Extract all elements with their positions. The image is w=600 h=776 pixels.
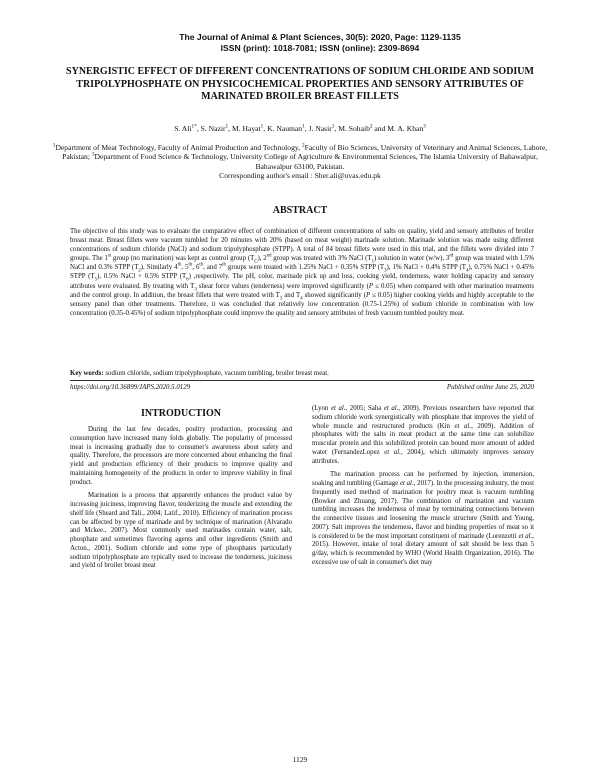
paragraph: Marination is a process that apparently enhances the product value by increasing juiciness, improving flavor, tenderizing the muscle and extending the shelf life (Sheard and Tali., 2004; Latif., 2010). Efficiency of marination process can be affected by type of marinade and by technique of marination (Alvarado and Mckee., 2007). Most commonly used marinades contain water, salt, phosphate and sometimes flavoring agents and other ingredients (Smith and Acton., 2001). Sodium chloride and some type of phosphates particularly sodium tripolyphosphate are typically used to increase the tenderness, juiciness and yield of broiler breast meat <box>70 492 292 570</box>
abstract-heading: ABSTRACT <box>272 205 328 216</box>
author: S. Nazir$^1$ <box>200 123 229 133</box>
keywords: Key words: sodium chloride, sodium tripolyphosphate, vacuum tumbling, broiler breast meat. <box>70 370 329 377</box>
keywords-label: Key words: <box>70 370 104 377</box>
divider <box>70 380 534 381</box>
doi-link[interactable]: https://doi.org/10.36899/JAPS.2020.5.0129 <box>70 384 191 391</box>
paragraph: During the last few decades, poultry production, processing and consumption have increased many folds globally. The popularity of processed meat is increasing gradually due to consumer's awareness about safety and quality. Therefore, the processors are more concerned about enhancing the final yield and production efficiency of their products to improve quality and maintaining homogeneity of the products in order to improve viability in final product. <box>70 426 292 486</box>
author: M. Hayat$^1$ <box>231 123 264 133</box>
journal-citation: The Journal of Animal & Plant Sciences, 30(5): 2020, Page: 1129-1135 <box>179 32 461 42</box>
corresponding-email: Corresponding author's email : Sher.ali@uvas.edu.pk <box>219 171 381 181</box>
author: J. Nasir$^1$ <box>308 123 335 133</box>
left-column <box>70 426 292 571</box>
published-date: Published online June 25, 2020 <box>446 384 534 391</box>
author: S. Ali$^{1*}$ <box>174 123 197 133</box>
author: M. A. Khan$^3$ <box>387 123 426 133</box>
page-number: 1129 <box>292 755 308 764</box>
right-column <box>312 405 534 568</box>
introduction-heading: INTRODUCTION <box>140 408 221 419</box>
author: K. Nauman$^1$ <box>267 123 305 133</box>
paragraph: The marination process can be performed by injection, immersion, soaking and tumbling (Gamage et al., 2017). In the processing industry, the most frequently used method of marination for poultry meat is vacuum tumbling (Bowker and Zhuang, 2017). The combination of marination and vacuum tumbling increases the tenderness of meat by terminating connections between the connective tissues and loosening the muscle structure (Smith and Young, 2007). Salt improves the tenderness, flavor and binding properties of meat so it is considered to be the most important constituent of marinade (Lorenzetti et al., 2015). However, intake of total dietary amount of salt should be less than 5 g/day, which is recommended by WHO (World Health Organization, 2016). The excessive use of salt in consumer's diet may <box>312 471 534 566</box>
affiliations: $^1$Department of Meat Technology, Faculty of Animal Production and Technology, $^2$Faculty of Bio Sciences, University of Veterinary and Animal Sciences, Lahore, Pakistan; $^3$Department of Food Science & Technology, University College of Agriculture & Environmental Sciences, The Islamia University of Bahawalpur, Bahawalpur 63100, Pakistan. Corresponding author's email : Sher.ali@uvas.edu.pk <box>52 142 548 181</box>
author: M. Sohaib$^2$ <box>338 123 373 133</box>
journal-header <box>100 32 540 54</box>
author-list: S. Ali$^{1*}$, S. Nazir$^1$, M. Hayat$^1$, K. Nauman$^1$, J. Nasir$^1$, M. Sohaib$^2$ and M. A. Khan$^3$ <box>174 123 426 133</box>
paragraph: (Lyon et al., 2005; Saha et al., 2009). Previous researchers have reported that sodium chloride work synergistically with phosphate that improves the yield of whole muscle and restructured products (Kin et al., 2009). Addition of phosphates with the salts in meat product at the same time can solubilize muscular protein and this solubilized protein can bound more amount of added water (FernandezLopez et al., 2004), which ultimately improves sensory attributes. <box>312 405 535 465</box>
journal-issn: ISSN (print): 1018-7081; ISSN (online): 2309-8694 <box>220 43 420 53</box>
paper-title: SYNERGISTIC EFFECT OF DIFFERENT CONCENTRATIONS OF SODIUM CHLORIDE AND SODIUM TRIPOLYPHOSPHATE ON PHYSICOCHEMICAL PROPERTIES AND SENSORY ATTRIBUTES OF MARINATED BROILER BREAST FILLETS <box>66 66 534 102</box>
abstract-body: The objective of this study was to evaluate the comparative effect of combination of different concentrations of salts on quality, yield and sensory attributes of broiler breast meat. Breast fillets were vacuum tumbled for 20 minutes with 20% (based on meat weight) marinade solution. Marinade solution was made using different concentrations of sodium chloride (NaCl) and sodium tripolyphosphate (STPP). A total of 84 breast fillets were used in this trial, and the fillets were divided into 7 groups. The 1st group (no marination) was kept as control group $(T_C)$, 2nd group was treated with 3% NaCl $(T_1)$ solution in water (w/w), 3rd group was treated with 1.5% NaCl and 0.3% STPP $(T_2)$. Similarly 4th, 5th, 6th, and 7th groups were treated with 1.25% NaCl + 0.35% STPP $(T_3)$, 1% NaCl + 0.4% STPP $(T_4)$, 0.75% NaCl + 0.45% STPP $(T_5)$, 0.5% NaCl + 0.5% STPP $(T_6)$ ,respectively. The pH, color, marinade pick up and loss, cooking yield, tenderness, water holding capacity and sensory attributes were evaluated. By treating with $T_3$ shear force values (tenderness) were improved significantly (P ≤ 0.05) when compared with other marination treatments and the control group. In addition, the breast fillets that were treated with $T_3$ and $T_4$ showed significantly (P ≤ 0.05) higher cooking yields and highly acceptable to the sensory panel than other treatments. Therefore, it was concluded that relatively low concentration (0.75-1.25%) of sodium chloride in combination with low concentration (0.35-0.45%) of sodium tripolyphosphate could improve the quality and sensory attributes of fresh vacuum tumbled poultry meat. <box>70 228 535 317</box>
